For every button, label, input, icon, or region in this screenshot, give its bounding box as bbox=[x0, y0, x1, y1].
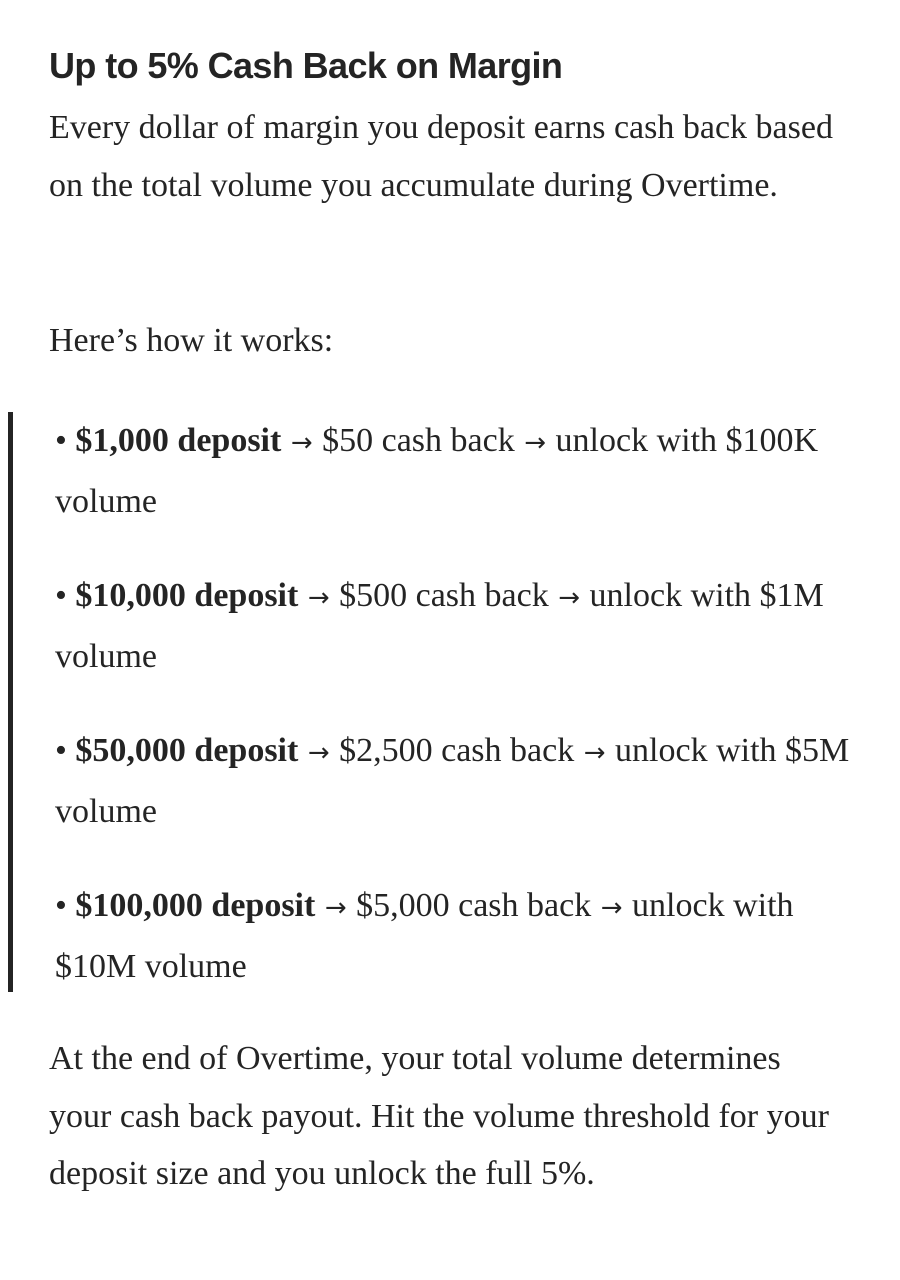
tier-cash-back: $500 cash back bbox=[339, 577, 549, 614]
arrow-right-icon: → bbox=[583, 738, 606, 768]
tier-deposit: $1,000 deposit bbox=[75, 422, 282, 459]
tier-item bbox=[55, 722, 865, 840]
tier-blockquote bbox=[8, 412, 873, 992]
tier-unlock: unlock with $10M volume bbox=[55, 887, 794, 985]
arrow-right-icon: → bbox=[324, 893, 347, 923]
intro-paragraph: Every dollar of margin you deposit earns cash back based on the total volume you accumulate during Overtime. bbox=[49, 109, 833, 204]
bullet-icon: • bbox=[55, 732, 67, 769]
tier-item bbox=[55, 412, 865, 530]
arrow-right-icon: → bbox=[558, 583, 581, 613]
arrow-right-icon: → bbox=[307, 583, 330, 613]
arrow-right-icon: → bbox=[600, 893, 623, 923]
tier-cash-back: $2,500 cash back bbox=[339, 732, 575, 769]
tier-unlock: unlock with $100K volume bbox=[55, 422, 819, 520]
bullet-icon: • bbox=[55, 422, 67, 459]
section-heading: Up to 5% Cash Back on Margin bbox=[49, 45, 563, 86]
arrow-right-icon: → bbox=[524, 428, 547, 458]
arrow-right-icon: → bbox=[307, 738, 330, 768]
tier-item bbox=[55, 567, 865, 685]
tier-cash-back: $5,000 cash back bbox=[356, 887, 592, 924]
how-it-works-text: Here’s how it works: bbox=[49, 322, 334, 359]
tier-deposit: $10,000 deposit bbox=[75, 577, 299, 614]
tier-item bbox=[55, 877, 865, 995]
arrow-right-icon: → bbox=[290, 428, 313, 458]
tier-deposit: $50,000 deposit bbox=[75, 732, 299, 769]
bullet-icon: • bbox=[55, 577, 67, 614]
tier-unlock: unlock with $1M volume bbox=[55, 577, 824, 675]
outro-paragraph: At the end of Overtime, your total volume determines your cash back payout. Hit the volume threshold for your deposit size and you unlock the full 5%. bbox=[49, 1040, 829, 1192]
tier-cash-back: $50 cash back bbox=[322, 422, 515, 459]
tier-unlock: unlock with $5M volume bbox=[55, 732, 850, 830]
tier-deposit: $100,000 deposit bbox=[75, 887, 316, 924]
bullet-icon: • bbox=[55, 887, 67, 924]
